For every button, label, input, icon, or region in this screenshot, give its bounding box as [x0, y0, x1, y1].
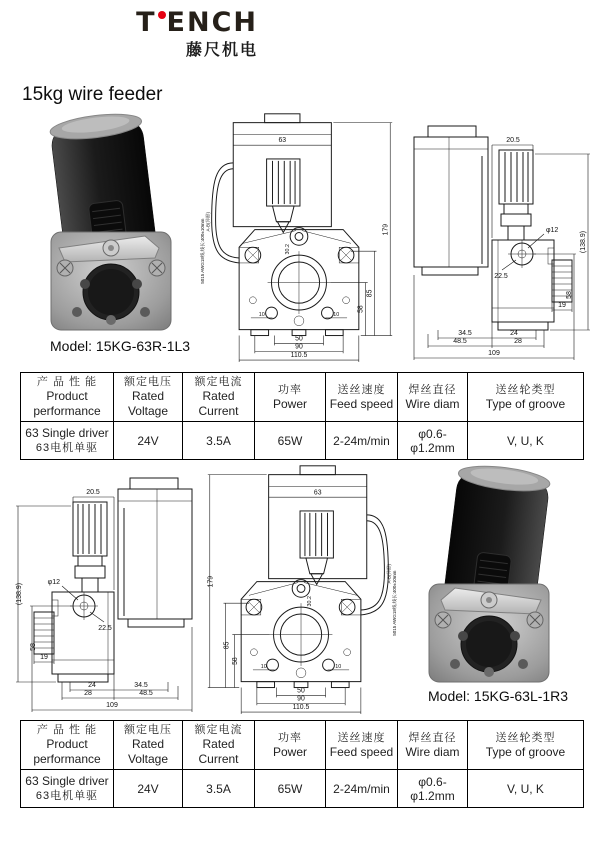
header-en: Power [272, 396, 307, 411]
header-groove-type [468, 721, 584, 770]
header-rated-current [183, 721, 255, 770]
header-en: Type of groove [485, 396, 566, 411]
cell-product-name [21, 770, 114, 808]
dim-height-58-side: 58 [566, 291, 573, 299]
dim-depth-24: 24 [88, 682, 96, 689]
header-en: Rated Current [198, 737, 239, 766]
header-zh: 焊丝直径 [408, 731, 457, 744]
header-product-performance [21, 373, 114, 422]
product-photo-left-version [415, 458, 575, 688]
spec-table-top [20, 372, 584, 460]
dim-width-110-5: 110.5 [292, 704, 310, 712]
dim-shaft-dia-12: φ12 [47, 579, 60, 586]
brand-logo-letters: ENCH [166, 7, 258, 38]
header-feed-speed [326, 373, 398, 422]
product-name-zh: 63电机单驱 [35, 442, 99, 454]
header-zh: 额定电压 [124, 724, 172, 736]
header-rated-voltage [114, 721, 183, 770]
brand-logo-letter-t: T [136, 7, 157, 38]
header-rated-current [183, 373, 255, 422]
product-name-zh: 63电机单驱 [35, 790, 99, 802]
header-zh: 额定电流 [194, 376, 243, 388]
spec-table-bottom [20, 720, 584, 808]
header-en: Feed speed [329, 396, 394, 411]
header-en: Product performance [33, 389, 101, 418]
header-power [255, 721, 326, 770]
dim-height-179: 179 [382, 223, 390, 236]
dim-width-63: 63 [278, 137, 287, 145]
dim-width-90: 90 [297, 695, 305, 703]
side-view-drawing-top [398, 112, 598, 364]
model-label-bottom: Model: 15KG-63L-1R3 [428, 688, 569, 704]
header-zh: 产 品 性 能 [36, 724, 98, 736]
header-zh: 送丝轮类型 [495, 731, 556, 744]
wire-spec-note: 5015 AWG18线,线长:400±10mm [199, 218, 205, 284]
dim-roller-19: 19 [40, 654, 48, 661]
cell-groove-types: V, U, K [468, 422, 584, 460]
header-en: Wire diam [405, 744, 460, 759]
header-zh: 额定电压 [124, 376, 172, 388]
header-wire-diam [398, 373, 468, 422]
cell-voltage: 24V [114, 422, 183, 460]
dim-height-58: 58 [357, 305, 365, 313]
brand-logo-chinese: 藤尺机电 [185, 42, 258, 59]
header-zh: 送丝速度 [337, 731, 386, 744]
product-photo-right-version [25, 106, 185, 336]
cell-current: 3.5A [183, 770, 255, 808]
dim-depth-28: 28 [84, 690, 92, 697]
dim-depth-109: 109 [488, 350, 500, 357]
dim-height-58: 58 [232, 657, 240, 665]
dim-angle-22-5: 22.5 [494, 273, 508, 280]
dim-pitch-10-right: 10 [260, 663, 267, 670]
dim-offset-20-5: 20.5 [506, 137, 520, 144]
header-zh: 送丝轮类型 [495, 383, 556, 396]
dim-groove-30-2: 30.2 [285, 243, 292, 255]
dim-height-58-side: 58 [30, 643, 37, 651]
brand-logo [118, 7, 258, 60]
spec-header-row [21, 373, 584, 422]
wire-spec-note: 5015 AWG18线,线长:400±10mm [392, 570, 398, 636]
header-en: Power [272, 744, 307, 759]
cell-current: 3.5A [183, 422, 255, 460]
header-rated-voltage [114, 373, 183, 422]
header-en: Rated Voltage [127, 737, 169, 766]
header-en: Feed speed [329, 744, 394, 759]
dim-pitch-10-right: 10 [333, 311, 340, 318]
header-en: Rated Current [198, 389, 239, 418]
header-zh: 焊丝直径 [408, 383, 457, 396]
dim-height-138-9: (138.9) [16, 582, 23, 606]
cell-groove-types: V, U, K [468, 770, 584, 808]
spec-data-row [21, 770, 584, 808]
dim-depth-48-5: 48.5 [453, 338, 467, 345]
header-zh: 额定电流 [194, 724, 243, 736]
cell-power: 65W [255, 770, 326, 808]
dim-depth-109: 109 [106, 702, 118, 709]
wire-spec-note-2: A-B(异形) [386, 563, 392, 584]
dim-shaft-dia-12: φ12 [546, 227, 559, 234]
product-name-en: 63 Single driver [25, 774, 109, 788]
header-zh: 送丝速度 [337, 383, 386, 396]
dim-depth-34-5: 34.5 [458, 330, 472, 337]
dim-width-63: 63 [313, 489, 322, 497]
brand-logo-wordmark [118, 7, 258, 38]
wire-spec-note-2: A-B(异形) [205, 211, 211, 232]
spec-header-row [21, 721, 584, 770]
header-groove-type [468, 373, 584, 422]
spec-data-row [21, 422, 584, 460]
cell-wire-diam: φ0.6-φ1.2mm [398, 422, 468, 460]
cell-power: 65W [255, 422, 326, 460]
cell-feed-speed: 2-24m/min [326, 422, 398, 460]
dim-height-138-9: (138.9) [580, 230, 587, 254]
dim-offset-20-5: 20.5 [86, 489, 100, 496]
header-product-performance [21, 721, 114, 770]
side-view-drawing-bottom [8, 464, 208, 716]
dim-pitch-10-left: 10 [335, 663, 342, 670]
dim-groove-30-2: 30.2 [306, 595, 313, 607]
header-power [255, 373, 326, 422]
cell-feed-speed: 2-24m/min [326, 770, 398, 808]
cell-wire-diam: φ0.6-φ1.2mm [398, 770, 468, 808]
dim-height-85: 85 [223, 641, 231, 650]
brand-logo-red-dot-icon [158, 11, 166, 19]
header-zh: 产 品 性 能 [36, 376, 98, 388]
model-label-top: Model: 15KG-63R-1L3 [50, 338, 191, 354]
dim-depth-24: 24 [510, 330, 518, 337]
front-view-drawing-top [192, 104, 404, 364]
header-zh: 功率 [278, 731, 302, 744]
dim-depth-48-5: 48.5 [139, 690, 153, 697]
dim-depth-34-5: 34.5 [134, 682, 148, 689]
header-wire-diam [398, 721, 468, 770]
dim-width-50: 50 [295, 335, 303, 343]
dim-depth-28: 28 [514, 338, 522, 345]
dim-width-50: 50 [297, 687, 305, 695]
header-en: Product performance [33, 737, 101, 766]
cell-voltage: 24V [114, 770, 183, 808]
header-feed-speed [326, 721, 398, 770]
header-en: Rated Voltage [127, 389, 169, 418]
front-view-drawing-bottom [196, 456, 408, 716]
dim-width-90: 90 [295, 343, 303, 351]
dim-height-179: 179 [207, 575, 215, 588]
dim-pitch-10-left: 10 [258, 311, 265, 318]
header-zh: 功率 [278, 383, 302, 396]
product-name-en: 63 Single driver [25, 426, 109, 440]
header-en: Wire diam [405, 396, 460, 411]
dim-angle-22-5: 22.5 [98, 625, 112, 632]
cell-product-name [21, 422, 114, 460]
header-en: Type of groove [485, 744, 566, 759]
dim-height-85: 85 [366, 289, 374, 298]
dim-roller-19: 19 [558, 302, 566, 309]
page-title: 15kg wire feeder [22, 84, 163, 105]
dim-width-110-5: 110.5 [290, 352, 308, 360]
